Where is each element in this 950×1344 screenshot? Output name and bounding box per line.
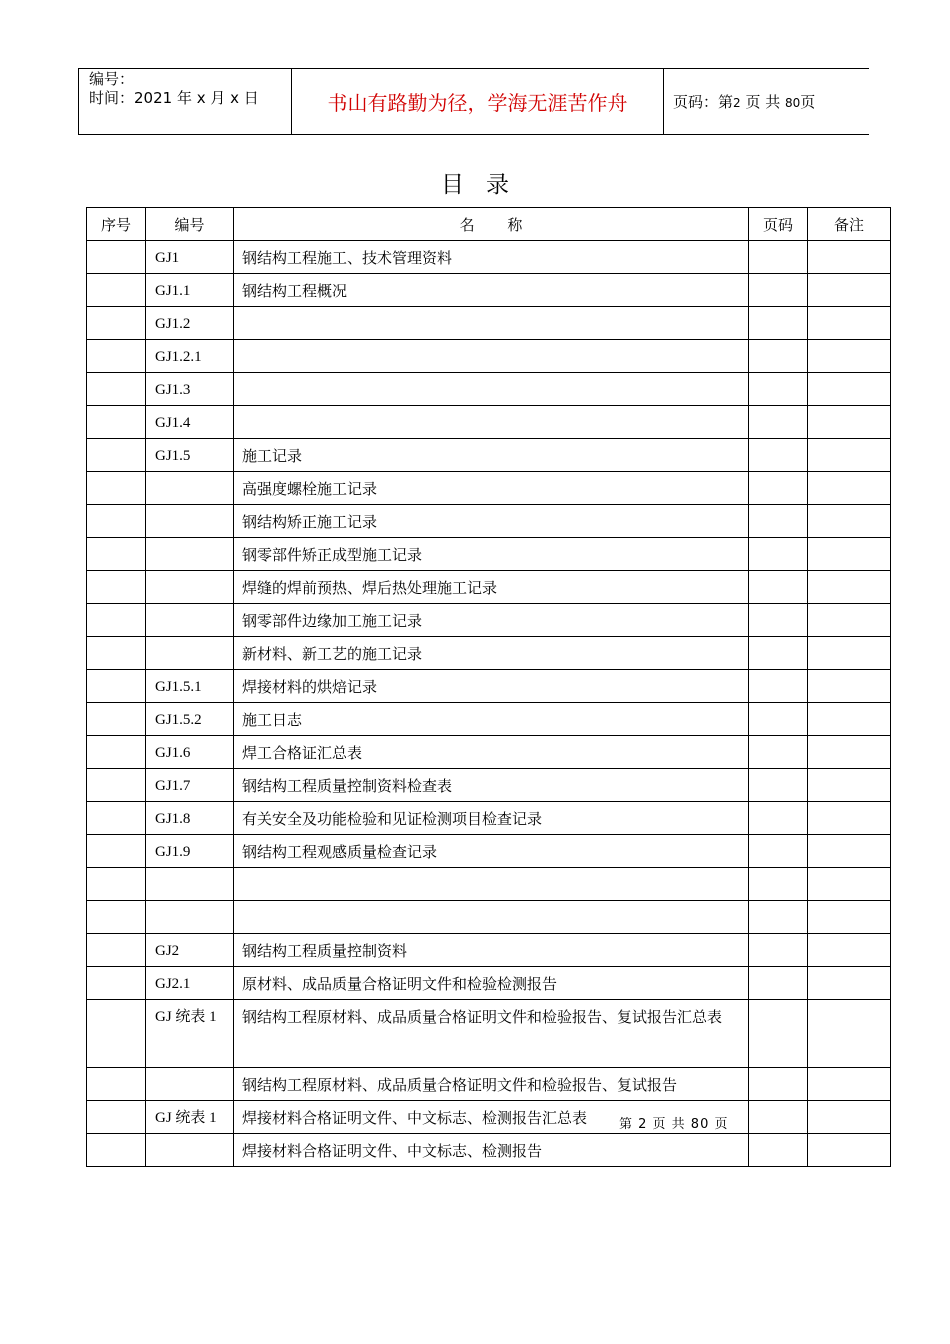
code-cell: GJ 统表 1 [146,1000,234,1068]
seq-cell [87,406,146,439]
table-row [87,373,891,406]
page-cell [749,538,808,571]
document-header [78,68,869,135]
col-page: 页码 [749,208,808,241]
seq-cell [87,373,146,406]
page-cell [749,868,808,901]
table-row [87,406,891,439]
remark-cell [808,637,891,670]
remark-cell [808,802,891,835]
table-row [87,241,891,274]
remark-cell [808,1068,891,1101]
remark-cell [808,703,891,736]
page-cell [749,571,808,604]
seq-cell [87,769,146,802]
table-row [87,505,891,538]
table-row [87,472,891,505]
page-title: 目录 [441,172,531,198]
name-cell: 钢结构工程概况 [234,274,749,307]
seq-cell [87,241,146,274]
remark-cell [808,472,891,505]
name-cell: 高强度螺栓施工记录 [234,472,749,505]
name-cell: 焊缝的焊前预热、焊后热处理施工记录 [234,571,749,604]
name-cell: 钢结构工程原材料、成品质量合格证明文件和检验报告、复试报告 [234,1068,749,1101]
col-seq: 序号 [87,208,146,241]
page-cell [749,703,808,736]
remark-cell [808,934,891,967]
remark-cell [808,736,891,769]
page-number: 2 [733,96,741,110]
name-cell: 有关安全及功能检验和见证检测项目检查记录 [234,802,749,835]
seq-cell [87,1068,146,1101]
seq-cell [87,868,146,901]
page-mid: 页 共 [745,93,781,111]
code-cell: GJ2 [146,934,234,967]
table-row [87,736,891,769]
remark-cell [808,439,891,472]
page-cell [749,637,808,670]
remark-cell [808,835,891,868]
col-code: 编号 [146,208,234,241]
table-row [87,1000,891,1068]
seq-cell [87,604,146,637]
seq-cell [87,802,146,835]
page-cell [749,1068,808,1101]
page-cell [749,769,808,802]
code-cell [146,472,234,505]
toc-header-row [87,208,891,241]
seq-cell [87,967,146,1000]
name-cell: 新材料、新工艺的施工记录 [234,637,749,670]
table-row [87,1068,891,1101]
time-label: 时间：2021 年 x 月 x 日 [89,89,259,107]
table-row [87,604,891,637]
code-cell: GJ 统表 1 [146,1101,234,1134]
table-row [87,670,891,703]
page-cell [749,241,808,274]
table-row [87,868,891,901]
seq-cell [87,934,146,967]
name-cell: 施工记录 [234,439,749,472]
name-cell: 钢零部件矫正成型施工记录 [234,538,749,571]
table-row [87,538,891,571]
code-cell [146,538,234,571]
seq-cell [87,307,146,340]
seq-cell [87,340,146,373]
remark-cell [808,373,891,406]
page-cell [749,340,808,373]
remark-cell [808,505,891,538]
number-label: 编号： [89,70,135,88]
seq-cell [87,472,146,505]
table-row [87,802,891,835]
table-row [87,307,891,340]
remark-cell [808,538,891,571]
code-cell [146,1134,234,1167]
remark-cell [808,769,891,802]
name-cell: 焊接材料合格证明文件、中文标志、检测报告汇总表 [234,1101,749,1134]
page-cell [749,505,808,538]
page-cell [749,1101,808,1134]
code-cell: GJ1.6 [146,736,234,769]
page-cell [749,835,808,868]
remark-cell [808,307,891,340]
seq-cell [87,835,146,868]
page-cell [749,439,808,472]
page-cell [749,406,808,439]
page-cell [749,472,808,505]
code-cell: GJ1.8 [146,802,234,835]
header-meta [79,69,292,135]
seq-cell [87,637,146,670]
name-cell: 钢结构工程质量控制资料检查表 [234,769,749,802]
seq-cell [87,736,146,769]
page-cell [749,373,808,406]
name-cell: 钢结构矫正施工记录 [234,505,749,538]
seq-cell [87,1000,146,1068]
remark-cell [808,1101,891,1134]
table-row [87,1101,891,1134]
table-row [87,340,891,373]
code-cell: GJ1 [146,241,234,274]
code-cell: GJ2.1 [146,967,234,1000]
remark-cell [808,1000,891,1068]
seq-cell [87,571,146,604]
page-end: 页 [800,93,816,111]
seq-cell [87,274,146,307]
name-cell: 钢结构工程施工、技术管理资料 [234,241,749,274]
code-cell [146,1068,234,1101]
col-name: 名 称 [234,208,749,241]
name-cell: 焊接材料合格证明文件、中文标志、检测报告 [234,1134,749,1167]
code-cell: GJ1.1 [146,274,234,307]
seq-cell [87,1134,146,1167]
seq-cell [87,670,146,703]
remark-cell [808,901,891,934]
remark-cell [808,868,891,901]
name-cell: 钢零部件边缘加工施工记录 [234,604,749,637]
code-cell: GJ1.7 [146,769,234,802]
name-cell: 原材料、成品质量合格证明文件和检验检测报告 [234,967,749,1000]
name-cell [234,340,749,373]
seq-cell [87,538,146,571]
page-cell [749,1134,808,1167]
page-label: 页码：第 [673,93,734,111]
remark-cell [808,967,891,1000]
name-cell [234,406,749,439]
page-cell [749,802,808,835]
code-cell: GJ1.5 [146,439,234,472]
code-cell [146,901,234,934]
remark-cell [808,670,891,703]
remark-cell [808,274,891,307]
page-cell [749,901,808,934]
table-row [87,934,891,967]
table-row [87,703,891,736]
code-cell [146,571,234,604]
remark-cell [808,604,891,637]
remark-cell [808,241,891,274]
code-cell: GJ1.5.1 [146,670,234,703]
table-row [87,901,891,934]
remark-cell [808,340,891,373]
name-cell [234,901,749,934]
seq-cell [87,439,146,472]
table-row [87,769,891,802]
remark-cell [808,571,891,604]
name-cell: 钢结构工程观感质量检查记录 [234,835,749,868]
table-row [87,1134,891,1167]
code-cell: GJ1.4 [146,406,234,439]
page-cell [749,934,808,967]
page-footer: 第 2 页 共 80 页 [619,1117,729,1132]
header-page-info [664,69,870,135]
seq-cell [87,505,146,538]
code-cell: GJ1.2 [146,307,234,340]
table-row [87,571,891,604]
table-row [87,274,891,307]
remark-cell [808,406,891,439]
code-cell [146,637,234,670]
seq-cell [87,901,146,934]
code-cell: GJ1.9 [146,835,234,868]
name-cell [234,307,749,340]
page-cell [749,967,808,1000]
seq-cell [87,703,146,736]
name-cell: 焊接材料的烘焙记录 [234,670,749,703]
name-cell: 钢结构工程质量控制资料 [234,934,749,967]
table-row [87,967,891,1000]
page-cell [749,274,808,307]
code-cell [146,604,234,637]
code-cell [146,868,234,901]
code-cell: GJ1.5.2 [146,703,234,736]
page-total: 80 [785,96,801,110]
col-remark: 备注 [808,208,891,241]
code-cell: GJ1.3 [146,373,234,406]
name-cell: 施工日志 [234,703,749,736]
seq-cell [87,1101,146,1134]
name-cell [234,373,749,406]
name-cell: 钢结构工程原材料、成品质量合格证明文件和检验报告、复试报告汇总表 [234,1000,749,1068]
name-cell: 焊工合格证汇总表 [234,736,749,769]
page-cell [749,307,808,340]
toc-table [86,207,891,1167]
page-cell [749,604,808,637]
page-cell [749,670,808,703]
table-row [87,835,891,868]
remark-cell [808,1134,891,1167]
page-cell [749,736,808,769]
code-cell [146,505,234,538]
header-motto: 书山有路勤为径，学海无涯苦作舟 [292,69,664,135]
table-row [87,637,891,670]
code-cell: GJ1.2.1 [146,340,234,373]
page-cell [749,1000,808,1068]
name-cell [234,868,749,901]
table-row [87,439,891,472]
